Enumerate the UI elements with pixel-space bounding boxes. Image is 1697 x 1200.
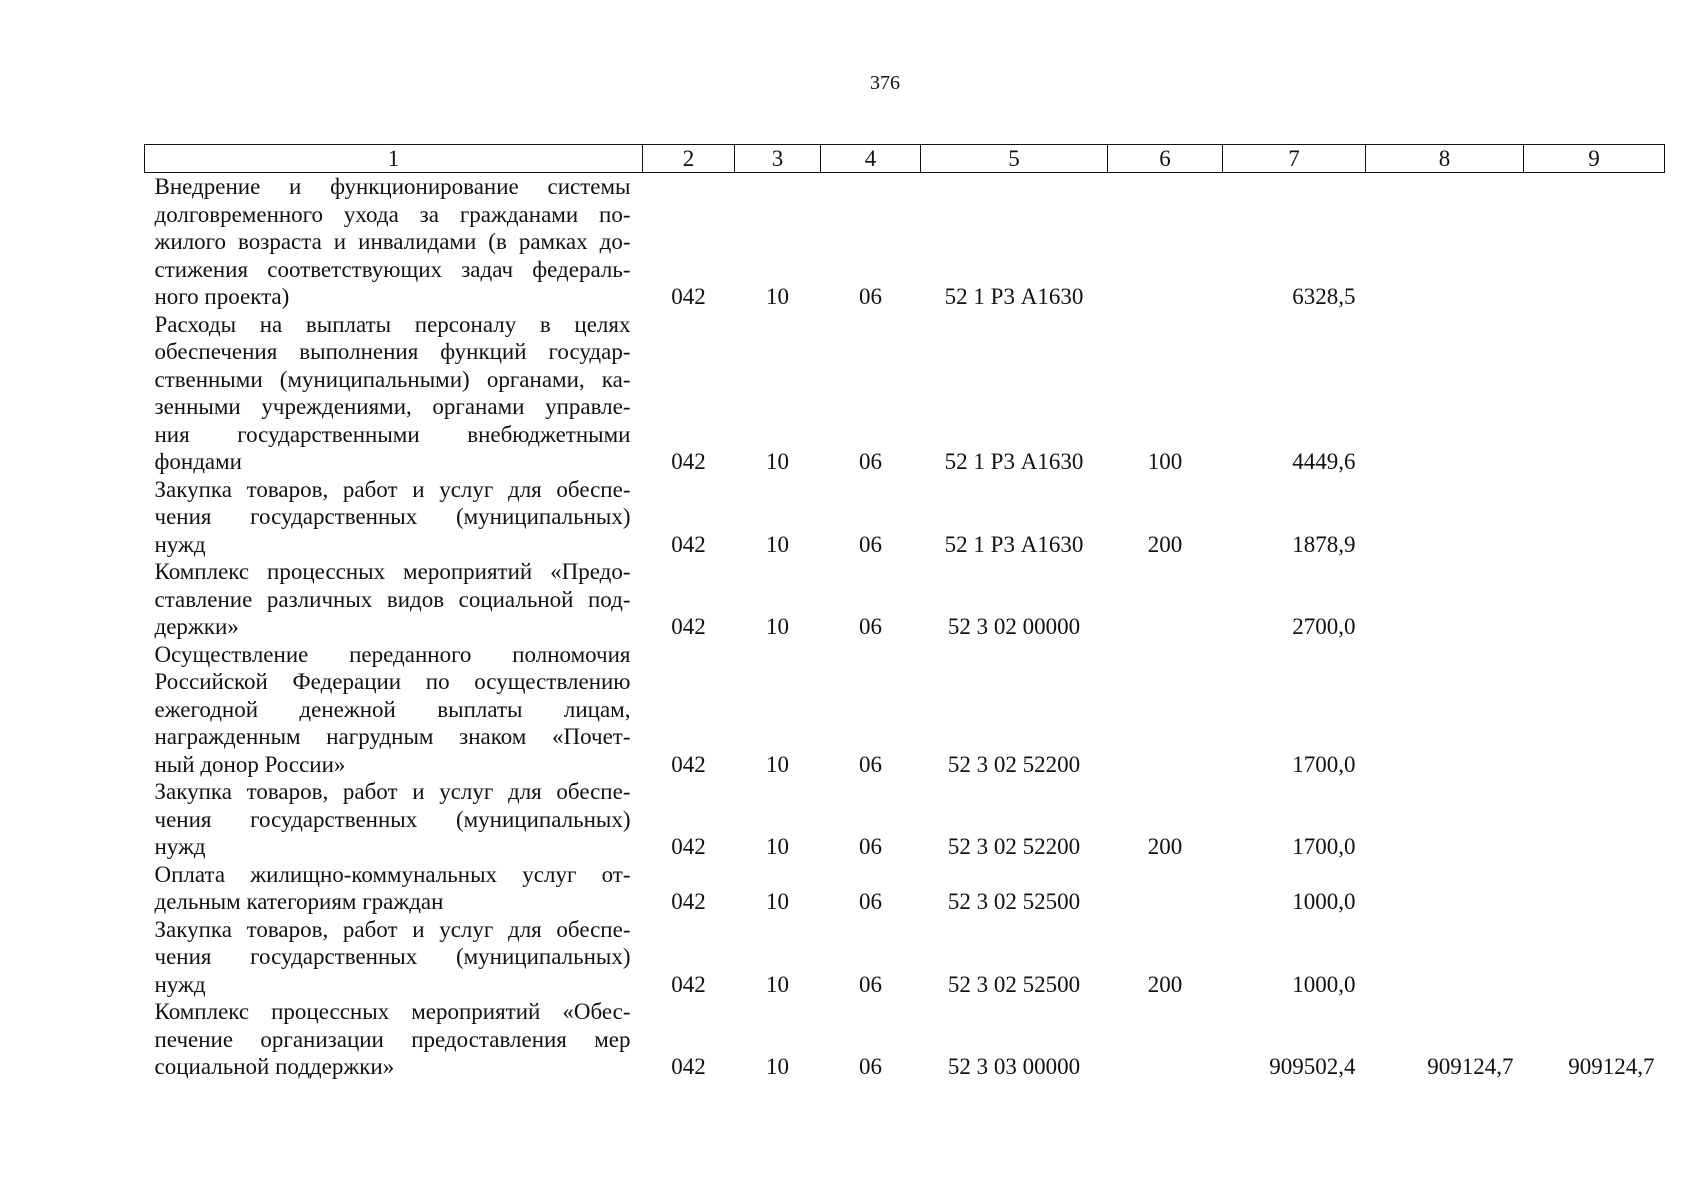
description-line: Комплекс процессных мероприятий «Обес- (154, 999, 631, 1024)
description-line: зенными учреждениями, органами управле- (154, 394, 631, 419)
column-header-2: 2 (643, 145, 735, 173)
description-line: ственными (муниципальными) органами, ка- (154, 366, 631, 392)
description-line: нужд (154, 834, 206, 859)
expense-type-code (1108, 861, 1223, 916)
expense-type-code (1108, 998, 1223, 1081)
column-header-4: 4 (821, 145, 921, 173)
admin-code: 042 (671, 531, 706, 557)
amount-col-8: 909124,7 (1427, 1054, 1514, 1079)
table-row (145, 641, 1665, 779)
section-code: 10 (766, 531, 789, 557)
amount-col-9 (1524, 916, 1665, 999)
row-description (145, 558, 643, 641)
description-line: жилого возраста и инвалидами (в рамках до- (154, 229, 631, 254)
amount-col-9 (1524, 558, 1665, 641)
amount-col-8 (1366, 558, 1524, 641)
admin-code: 042 (671, 751, 706, 777)
subsection-code: 06 (859, 834, 882, 859)
amount-col-7: 2700,0 (1292, 614, 1356, 639)
description-line: держки» (154, 614, 239, 639)
expense-type-code: 200 (1147, 531, 1183, 557)
description-line: нужд (154, 971, 206, 997)
description-line: долговременного ухода за гражданами по- (154, 201, 631, 227)
description-line: ного проекта) (154, 284, 290, 309)
target-article-code: 52 3 02 52200 (947, 751, 1081, 777)
subsection-code: 06 (859, 531, 882, 557)
amount-col-7: 1700,0 (1292, 751, 1356, 777)
column-header-8: 8 (1366, 145, 1524, 173)
table-row (145, 916, 1665, 999)
description-line: ния государственными внебюджетными (154, 421, 631, 447)
subsection-code: 06 (859, 971, 882, 997)
description-line: ежегодной денежной выплаты лицам, (154, 696, 631, 722)
amount-col-8 (1366, 311, 1524, 476)
target-article-code: 52 1 Р3 А1630 (944, 449, 1084, 474)
target-article-code: 52 1 Р3 А1630 (944, 284, 1084, 309)
description-line: Закупка товаров, работ и услуг для обеспе- (154, 779, 631, 804)
description-line: чения государственных (муниципальных) (154, 806, 631, 832)
description-line: ный донор России» (154, 751, 346, 777)
amount-col-9 (1524, 476, 1665, 559)
table-row (145, 173, 1665, 311)
amount-col-9: 909124,7 (1568, 1054, 1655, 1079)
description-line: ставление различных видов социальной под- (154, 586, 631, 612)
column-header-5: 5 (921, 145, 1108, 173)
amount-col-9 (1524, 861, 1665, 916)
description-line: награжденным нагрудным знаком «Почет- (154, 724, 631, 749)
admin-code: 042 (671, 889, 706, 914)
amount-col-9 (1524, 173, 1665, 311)
subsection-code: 06 (859, 614, 882, 639)
admin-code: 042 (671, 834, 706, 859)
amount-col-8 (1366, 916, 1524, 999)
description-line: чения государственных (муниципальных) (154, 504, 631, 529)
description-line: Расходы на выплаты персоналу в целях (154, 311, 631, 337)
row-description (145, 916, 643, 999)
subsection-code: 06 (859, 751, 882, 777)
amount-col-7: 6328,5 (1292, 284, 1356, 309)
subsection-code: 06 (859, 449, 882, 474)
row-description (145, 778, 643, 861)
section-code: 10 (766, 614, 789, 639)
target-article-code: 52 3 02 52500 (947, 889, 1081, 914)
amount-col-8 (1366, 861, 1524, 916)
amount-col-9 (1524, 641, 1665, 779)
expense-type-code (1108, 173, 1223, 311)
expense-type-code: 200 (1147, 971, 1183, 997)
amount-col-7: 4449,6 (1292, 449, 1356, 474)
table-row (145, 476, 1665, 559)
amount-col-7: 909502,4 (1269, 1054, 1356, 1079)
section-code: 10 (766, 284, 789, 309)
column-header-7: 7 (1223, 145, 1366, 173)
row-description (145, 173, 643, 311)
description-line: Комплекс процессных мероприятий «Предо- (154, 559, 631, 584)
amount-col-8 (1366, 476, 1524, 559)
target-article-code: 52 3 02 52200 (947, 834, 1081, 859)
description-line: социальной поддержки» (154, 1054, 395, 1079)
expense-type-code: 200 (1147, 834, 1183, 859)
subsection-code: 06 (859, 889, 882, 914)
section-code: 10 (766, 971, 789, 997)
description-line: печение организации предоставления мер (154, 1026, 631, 1052)
section-code: 10 (766, 1054, 789, 1079)
expense-type-code (1108, 641, 1223, 779)
section-code: 10 (766, 751, 789, 777)
row-description (145, 311, 643, 476)
column-header-6: 6 (1108, 145, 1223, 173)
budget-table (144, 144, 1665, 1081)
page-number: 376 (870, 72, 900, 94)
subsection-code: 06 (859, 284, 882, 309)
table-row (145, 998, 1665, 1081)
admin-code: 042 (671, 971, 706, 997)
description-line: фондами (154, 449, 242, 474)
description-line: Закупка товаров, работ и услуг для обеспе- (154, 916, 631, 942)
table-row (145, 778, 1665, 861)
admin-code: 042 (671, 1054, 706, 1079)
description-line: чения государственных (муниципальных) (154, 944, 631, 969)
expense-type-code (1108, 558, 1223, 641)
row-description (145, 641, 643, 779)
expense-type-code: 100 (1147, 449, 1183, 474)
row-description (145, 861, 643, 916)
description-line: Российской Федерации по осуществлению (154, 669, 631, 694)
section-code: 10 (766, 889, 789, 914)
description-line: Внедрение и функционирование системы (154, 174, 631, 199)
table-header-row (145, 145, 1665, 173)
description-line: стижения соответствующих задач федераль- (154, 256, 631, 282)
column-header-1: 1 (145, 145, 643, 173)
amount-col-7: 1878,9 (1292, 531, 1356, 557)
table-row (145, 861, 1665, 916)
target-article-code: 52 3 03 00000 (947, 1054, 1081, 1079)
table-row (145, 311, 1665, 476)
description-line: нужд (154, 531, 206, 557)
table-row (145, 558, 1665, 641)
description-line: дельным категориям граждан (154, 889, 444, 914)
column-header-9: 9 (1524, 145, 1665, 173)
row-description (145, 998, 643, 1081)
target-article-code: 52 3 02 00000 (947, 614, 1081, 639)
amount-col-9 (1524, 778, 1665, 861)
amount-col-7: 1700,0 (1292, 834, 1356, 859)
amount-col-7: 1000,0 (1292, 889, 1356, 914)
column-header-3: 3 (735, 145, 821, 173)
description-line: Осуществление переданного полномочия (154, 641, 631, 667)
amount-col-8 (1366, 173, 1524, 311)
target-article-code: 52 1 Р3 А1630 (944, 531, 1084, 557)
amount-col-8 (1366, 778, 1524, 861)
amount-col-9 (1524, 311, 1665, 476)
section-code: 10 (766, 834, 789, 859)
subsection-code: 06 (859, 1054, 882, 1079)
section-code: 10 (766, 449, 789, 474)
description-line: Оплата жилищно-коммунальных услуг от- (154, 861, 631, 887)
row-description (145, 476, 643, 559)
description-line: обеспечения выполнения функций государ- (154, 339, 631, 364)
amount-col-7: 1000,0 (1292, 971, 1356, 997)
target-article-code: 52 3 02 52500 (947, 971, 1081, 997)
admin-code: 042 (671, 614, 706, 639)
admin-code: 042 (671, 449, 706, 474)
table-body (145, 173, 1665, 1081)
description-line: Закупка товаров, работ и услуг для обеспе- (154, 476, 631, 502)
amount-col-8 (1366, 641, 1524, 779)
admin-code: 042 (671, 284, 706, 309)
